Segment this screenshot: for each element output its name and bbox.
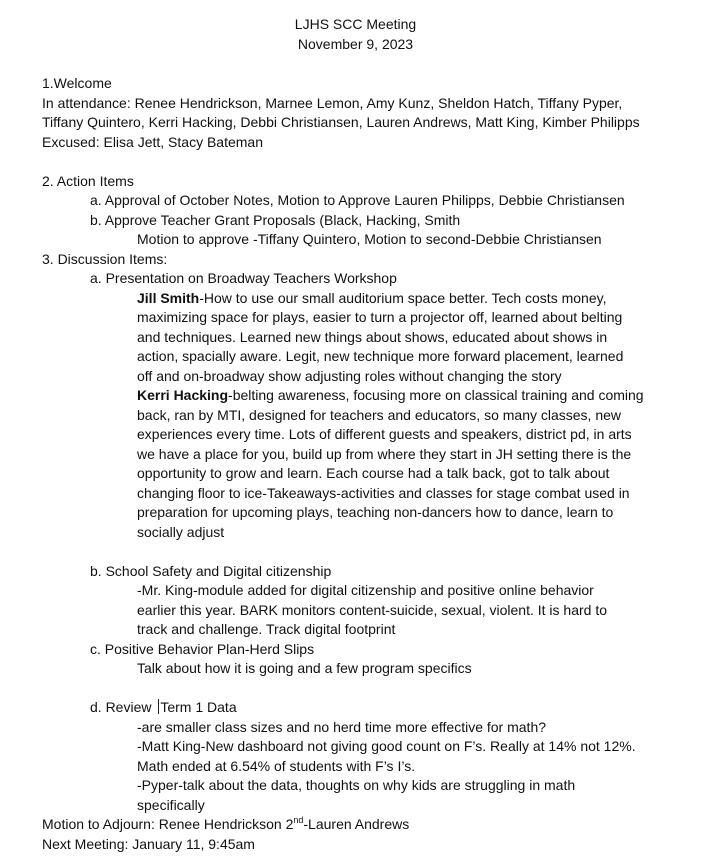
document-date: November 9, 2023 bbox=[297, 36, 414, 52]
note-line: action, spacially aware. Legit, new technique more forward placement, learned bbox=[137, 348, 624, 364]
note-line: specifically bbox=[137, 797, 205, 813]
presenter-name: Kerri Hacking bbox=[137, 387, 229, 403]
note-line: preparation for upcoming plays, teaching non-dancers how to dance, learn to bbox=[137, 504, 614, 520]
note-line: back, ran by MTI, designed for teachers and educators, so many classes, new bbox=[137, 407, 622, 423]
note-line: -are smaller class sizes and no herd time more effective for math? bbox=[137, 719, 547, 735]
action-item-b-motion: Motion to approve -Tiffany Quintero, Motion to second-Debbie Christiansen bbox=[137, 231, 602, 247]
kerri-hacking-line bbox=[137, 386, 644, 406]
action-item-b: b. Approve Teacher Grant Proposals (Black, Hacking, Smith bbox=[90, 212, 461, 228]
note-line: -Pyper-talk about the data, thoughts on why kids are struggling in math bbox=[137, 777, 576, 793]
note-line: -Mr. King-module added for digital citizenship and positive online behavior bbox=[137, 582, 594, 598]
note-line: Math ended at 6.54% of students with F’s I’s. bbox=[137, 758, 416, 774]
discussion-item-b-title: b. School Safety and Digital citizenship bbox=[90, 563, 332, 579]
document-title: LJHS SCC Meeting bbox=[294, 16, 417, 32]
note-line: socially adjust bbox=[137, 524, 225, 540]
action-item-a: a. Approval of October Notes, Motion to Approve Lauren Philipps, Debbie Christiansen bbox=[90, 192, 625, 208]
note-line: Talk about how it is going and a few program specifics bbox=[137, 660, 472, 676]
note-line: and techniques. Learned new things about shows, educated about shows in bbox=[137, 329, 608, 345]
adjourn-text: Motion to Adjourn: Renee Hendrickson 2 bbox=[42, 816, 294, 832]
presenter-name: Jill Smith bbox=[137, 290, 200, 306]
discussion-item-d-title bbox=[90, 698, 237, 718]
adjourn-second: -Lauren Andrews bbox=[303, 816, 410, 832]
welcome-heading: 1.Welcome bbox=[42, 75, 112, 91]
action-items-heading: 2. Action Items bbox=[42, 173, 134, 189]
note-line: we have a place for you, build up from where they start in JH setting there is the bbox=[137, 446, 632, 462]
jill-smith-line bbox=[137, 289, 606, 309]
note-line: earlier this year. BARK monitors content-suicide, sexual, violent. It is hard to bbox=[137, 602, 607, 618]
note-line: maximizing space for plays, easier to turn a projector off, learned about belting bbox=[137, 309, 623, 325]
note-text: -belting awareness, focusing more on classical training and coming bbox=[228, 387, 644, 403]
note-line: -Matt King-New dashboard not giving good count on F’s. Really at 14% not 12%. bbox=[137, 738, 636, 754]
note-line: experiences every time. Lots of different guests and speakers, district pd, in arts bbox=[137, 426, 632, 442]
note-line: changing floor to ice-Takeaways-activities and classes for stage combat used in bbox=[137, 485, 630, 501]
note-line: off and on-broadway show adjusting roles without changing the story bbox=[137, 368, 562, 384]
item-d-subject: Term 1 Data bbox=[160, 699, 237, 715]
discussion-item-a-title: a. Presentation on Broadway Teachers Workshop bbox=[90, 270, 397, 286]
item-d-label: d. Review bbox=[90, 699, 156, 715]
note-line: track and challenge. Track digital footprint bbox=[137, 621, 396, 637]
adjourn-line bbox=[42, 815, 409, 835]
next-meeting-line: Next Meeting: January 11, 9:45am bbox=[42, 836, 255, 852]
attendance-line: In attendance: Renee Hendrickson, Marnee Lemon, Amy Kunz, Sheldon Hatch, Tiffany Pyper, bbox=[42, 95, 623, 111]
excused-line: Excused: Elisa Jett, Stacy Bateman bbox=[42, 134, 263, 150]
discussion-item-c-title: c. Positive Behavior Plan-Herd Slips bbox=[90, 641, 315, 657]
note-text: -How to use our small auditorium space better. Tech costs money, bbox=[199, 290, 607, 306]
discussion-heading: 3. Discussion Items: bbox=[42, 251, 168, 267]
ordinal-superscript: nd bbox=[293, 815, 304, 825]
note-line: opportunity to grow and learn. Each course had a talk back, got to talk about bbox=[137, 465, 610, 481]
attendance-line: Tiffany Quintero, Kerri Hacking, Debbi Christiansen, Lauren Andrews, Matt King, Kimber Philipps bbox=[42, 114, 640, 130]
